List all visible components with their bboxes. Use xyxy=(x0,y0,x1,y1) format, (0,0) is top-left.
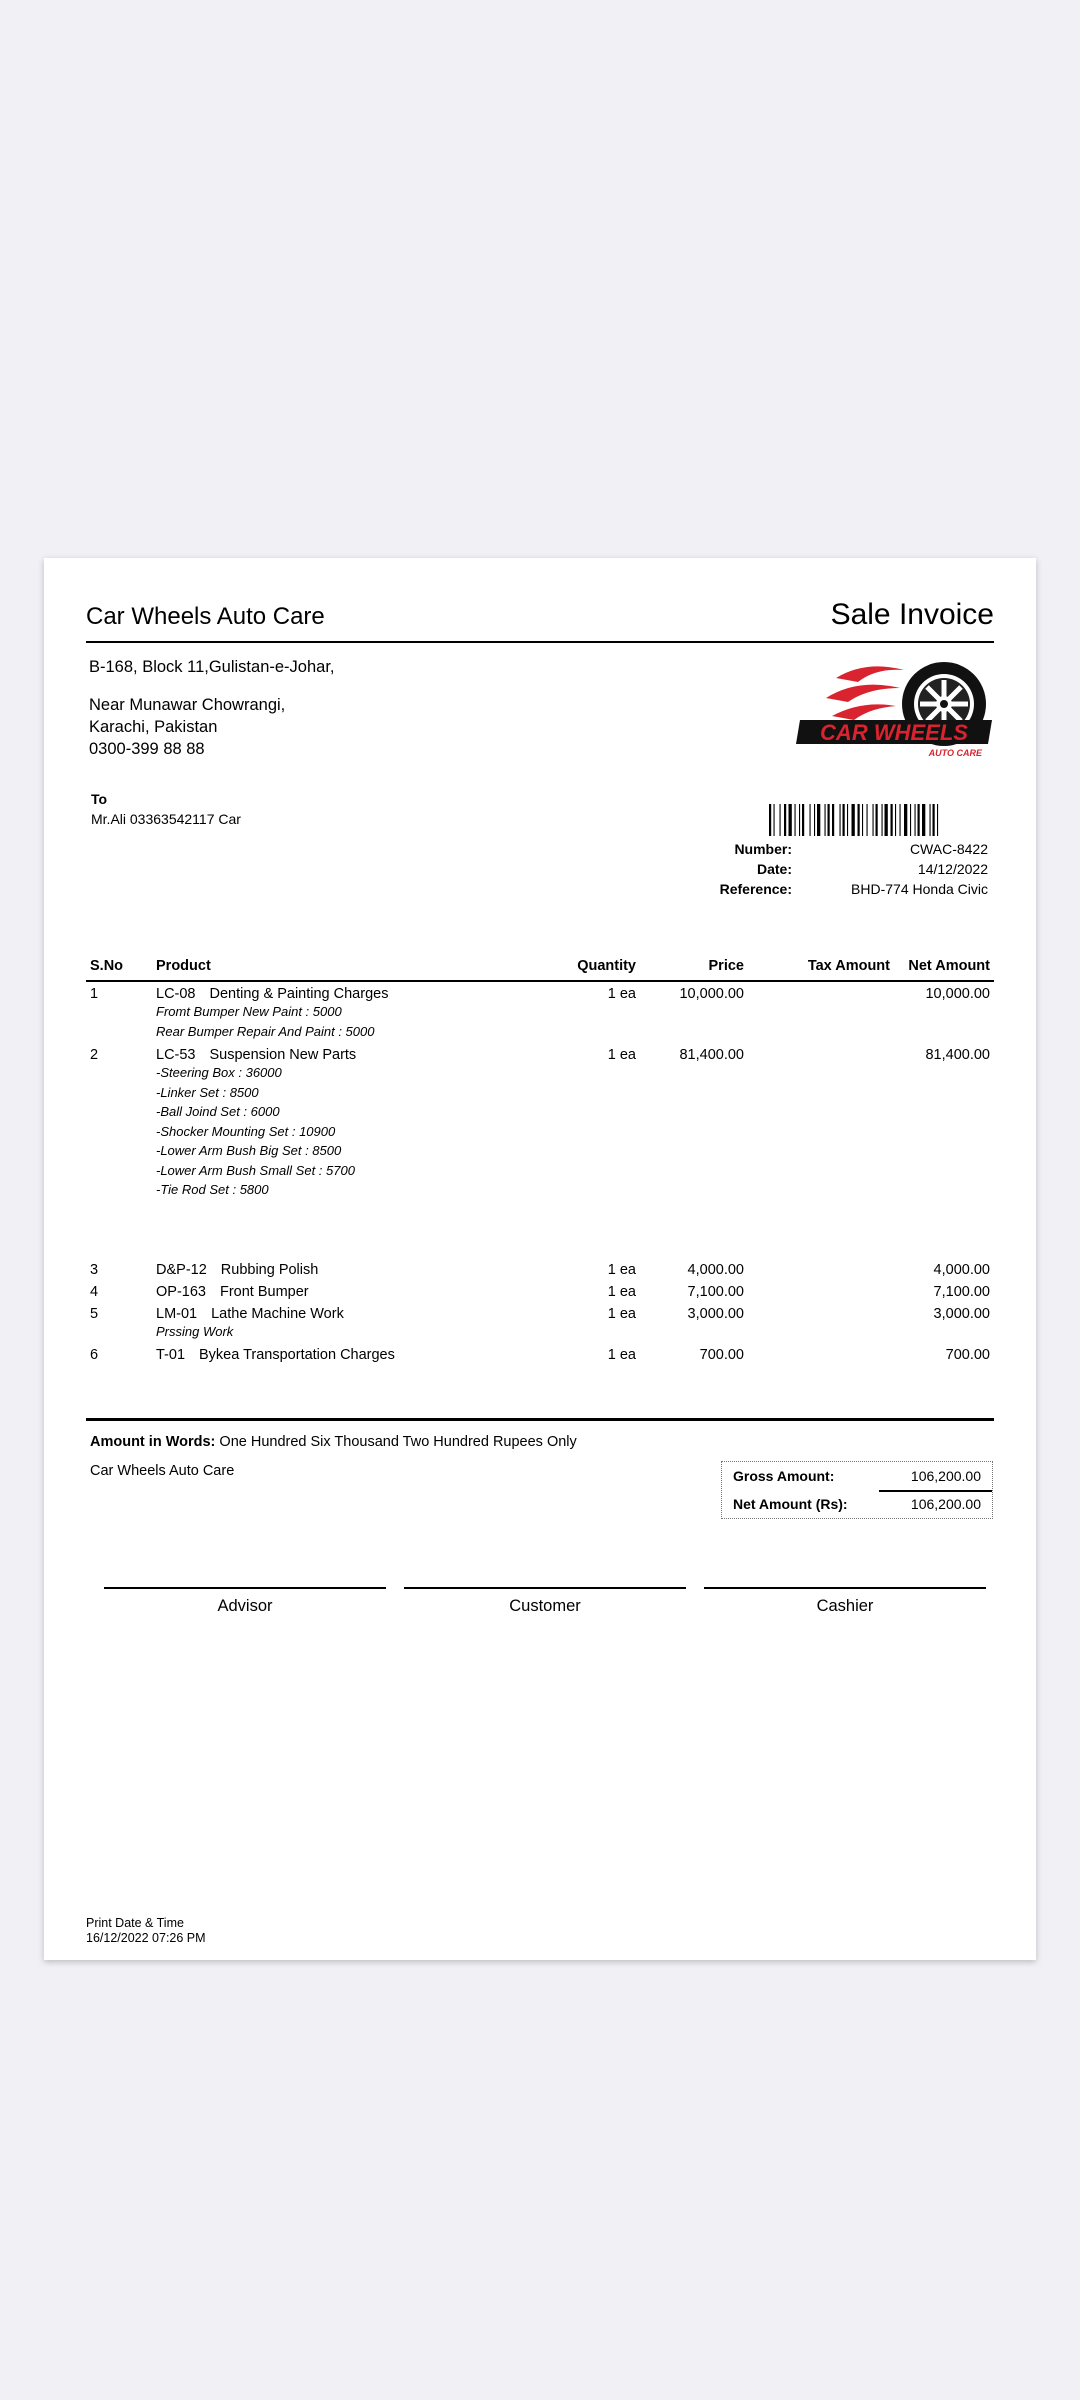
table-bottom-rule xyxy=(86,1418,994,1421)
product-main-line xyxy=(156,986,526,1002)
signature-advisor-label: Advisor xyxy=(217,1597,273,1615)
net-amount-row xyxy=(722,1490,992,1518)
product-name: Denting & Painting Charges xyxy=(209,986,389,1002)
barcode-bar xyxy=(933,804,935,836)
recipient-label: To xyxy=(91,791,108,807)
row-price: 10,000.00 xyxy=(679,986,744,1002)
product-name: Suspension New Parts xyxy=(209,1047,357,1063)
row-product xyxy=(152,1258,530,1280)
signature-line xyxy=(704,1587,986,1589)
invoice-page xyxy=(44,558,1036,1960)
company-name: Car Wheels Auto Care xyxy=(86,603,325,630)
barcode-bar xyxy=(825,804,826,836)
row-net-amount: 7,100.00 xyxy=(933,1283,990,1300)
row-net-amount: 3,000.00 xyxy=(933,1305,990,1322)
product-detail: Rear Bumper Repair And Paint : 5000 xyxy=(156,1023,375,1039)
row-sno: 1 xyxy=(90,986,99,1002)
barcode-bar xyxy=(852,804,855,836)
gross-amount-row xyxy=(722,1462,992,1490)
header-rule xyxy=(86,641,994,643)
product-detail: -Ball Joind Set : 6000 xyxy=(156,1104,280,1119)
gross-amount-value: 106,200.00 xyxy=(910,1468,981,1484)
col-quantity: Quantity xyxy=(530,952,640,981)
barcode-bar xyxy=(802,804,804,836)
barcode-bar xyxy=(876,804,878,836)
row-product xyxy=(152,1343,530,1365)
product-detail: Prssing Work xyxy=(156,1323,234,1339)
row-net-amount: 81,400.00 xyxy=(925,1047,990,1063)
product-code: OP-163 xyxy=(156,1283,206,1300)
logo-subtext: AUTO CARE xyxy=(928,748,982,758)
table-row xyxy=(86,1343,994,1365)
barcode-bar xyxy=(900,804,901,836)
barcode-bar xyxy=(910,804,911,836)
table-row xyxy=(86,1302,994,1344)
print-label: Print Date & Time xyxy=(86,1916,184,1930)
row-tax-amount xyxy=(748,1258,894,1280)
row-sno: 4 xyxy=(90,1283,99,1300)
barcode-bar xyxy=(930,804,931,836)
row-price: 700.00 xyxy=(699,1347,744,1363)
row-product xyxy=(152,981,530,1043)
row-price: 4,000.00 xyxy=(687,1261,744,1278)
barcode-bar xyxy=(867,804,868,836)
row-net-amount: 10,000.00 xyxy=(925,986,990,1002)
meta-date-label: Date: xyxy=(756,861,792,877)
row-net-amount: 4,000.00 xyxy=(933,1261,990,1278)
barcode-bar xyxy=(915,804,916,836)
row-quantity: 1 ea xyxy=(607,1347,636,1363)
totals-box xyxy=(721,1461,993,1519)
meta-reference-label: Reference: xyxy=(719,881,792,897)
row-sno: 2 xyxy=(90,1047,99,1063)
signature-advisor xyxy=(104,1587,386,1616)
amount-in-words xyxy=(90,1434,577,1450)
barcode-bar xyxy=(918,804,920,836)
barcode-bar xyxy=(774,804,775,836)
signature-cashier xyxy=(704,1587,986,1616)
phone-number: 0300-399 88 88 xyxy=(89,740,205,758)
signature-customer-label: Customer xyxy=(509,1597,581,1615)
car-wheels-logo xyxy=(796,658,996,760)
product-name: Front Bumper xyxy=(219,1283,309,1300)
product-code: LC-53 xyxy=(156,1047,196,1063)
row-sno: 6 xyxy=(90,1347,99,1363)
barcode-bar xyxy=(840,804,841,836)
row-sno: 3 xyxy=(90,1261,99,1278)
row-quantity: 1 ea xyxy=(607,1261,636,1278)
product-detail: Fromt Bumper New Paint : 5000 xyxy=(156,1004,342,1019)
address-line-2: Near Munawar Chowrangi, xyxy=(89,696,286,714)
product-name: Lathe Machine Work xyxy=(211,1305,344,1322)
product-main-line xyxy=(156,1262,526,1278)
row-product xyxy=(152,1043,530,1258)
row-quantity: 1 ea xyxy=(607,1047,636,1063)
barcode-bar xyxy=(789,804,792,836)
product-name: Rubbing Polish xyxy=(220,1261,319,1278)
barcode-bar xyxy=(814,804,815,836)
product-code: LC-08 xyxy=(156,986,196,1002)
barcode-bar xyxy=(780,804,781,836)
barcode-bar xyxy=(895,804,896,836)
product-detail: -Lower Arm Bush Big Set : 8500 xyxy=(156,1143,342,1158)
table-header-row xyxy=(86,952,994,981)
col-price: Price xyxy=(640,952,748,981)
amount-in-words-label: Amount in Words: xyxy=(90,1434,216,1450)
address-line-3: Karachi, Pakistan xyxy=(89,718,218,736)
signature-cashier-label: Cashier xyxy=(816,1597,874,1615)
product-main-line xyxy=(156,1347,526,1363)
net-amount-label: Net Amount (Rs): xyxy=(733,1496,848,1512)
row-price: 81,400.00 xyxy=(679,1047,744,1063)
row-tax-amount xyxy=(748,981,894,1043)
barcode-bar xyxy=(832,804,834,836)
meta-number-value: CWAC-8422 xyxy=(909,841,988,857)
col-product: Product xyxy=(152,952,530,981)
barcode-bar xyxy=(817,804,820,836)
barcode-bar xyxy=(769,804,771,836)
row-quantity: 1 ea xyxy=(607,1305,636,1322)
product-code: D&P-12 xyxy=(156,1261,207,1278)
product-name: Bykea Transportation Charges xyxy=(199,1347,395,1363)
row-tax-amount xyxy=(748,1302,894,1344)
row-net-amount: 700.00 xyxy=(945,1347,990,1363)
row-price: 7,100.00 xyxy=(687,1283,744,1300)
row-tax-amount xyxy=(748,1343,894,1365)
signature-line xyxy=(104,1587,386,1589)
net-amount-value: 106,200.00 xyxy=(910,1496,981,1512)
product-detail: -Shocker Mounting Set : 10900 xyxy=(156,1123,336,1139)
row-product xyxy=(152,1302,530,1344)
barcode-bar xyxy=(873,804,874,836)
barcode-bar xyxy=(862,804,863,836)
barcode-bar xyxy=(795,804,796,836)
barcode-bar xyxy=(904,804,907,836)
product-main-line xyxy=(156,1284,526,1300)
barcode-bar xyxy=(810,804,811,836)
row-quantity: 1 ea xyxy=(607,1283,636,1300)
product-detail: -Linker Set : 8500 xyxy=(156,1084,259,1100)
recipient-value: Mr.Ali 03363542117 Car xyxy=(91,811,241,827)
barcode-bar xyxy=(891,804,893,836)
signature-customer xyxy=(404,1587,686,1616)
amount-in-words-value: One Hundred Six Thousand Two Hundred Rupees Only xyxy=(219,1434,577,1450)
row-price: 3,000.00 xyxy=(687,1305,744,1322)
barcode-bar xyxy=(847,804,848,836)
barcode-bar xyxy=(828,804,830,836)
barcode-bar xyxy=(858,804,860,836)
table-row xyxy=(86,1258,994,1280)
gross-amount-label: Gross Amount: xyxy=(733,1468,835,1484)
row-product xyxy=(152,1280,530,1302)
table-row xyxy=(86,1043,994,1258)
barcode-bar xyxy=(799,804,800,836)
product-detail: -Lower Arm Bush Small Set : 5700 xyxy=(156,1162,355,1178)
product-main-line xyxy=(156,1047,526,1063)
col-sno: S.No xyxy=(86,952,152,981)
table-row xyxy=(86,981,994,1043)
address-line-1: B-168, Block 11,Gulistan-e-Johar, xyxy=(89,658,335,676)
barcode-bar xyxy=(922,804,925,836)
barcode-bar xyxy=(937,804,938,836)
signature-line xyxy=(404,1587,686,1589)
document-title: Sale Invoice xyxy=(830,598,994,631)
logo-text: CAR WHEELS xyxy=(820,720,968,745)
product-main-line xyxy=(156,1306,526,1322)
product-code: LM-01 xyxy=(156,1305,198,1322)
barcode-bar xyxy=(843,804,845,836)
meta-number-label: Number: xyxy=(734,841,792,857)
meta-reference-value: BHD-774 Honda Civic xyxy=(851,881,988,897)
footer-company: Car Wheels Auto Care xyxy=(90,1463,235,1479)
product-detail: -Steering Box : 36000 xyxy=(156,1065,282,1080)
barcode-bar xyxy=(784,804,786,836)
barcode-bar xyxy=(885,804,888,836)
row-quantity: 1 ea xyxy=(607,986,636,1002)
product-code: T-01 xyxy=(156,1347,186,1363)
col-net-amount: Net Amount xyxy=(894,952,994,981)
barcode xyxy=(769,804,987,836)
row-tax-amount xyxy=(748,1280,894,1302)
table-row xyxy=(86,1280,994,1302)
row-sno: 5 xyxy=(90,1305,99,1322)
meta-date-value: 14/12/2022 xyxy=(917,861,988,877)
row-tax-amount xyxy=(748,1043,894,1258)
col-tax-amount: Tax Amount xyxy=(748,952,894,981)
print-value: 16/12/2022 07:26 PM xyxy=(86,1931,206,1945)
product-detail: -Tie Rod Set : 5800 xyxy=(156,1182,269,1197)
barcode-bar xyxy=(882,804,883,836)
items-table xyxy=(86,952,994,1365)
